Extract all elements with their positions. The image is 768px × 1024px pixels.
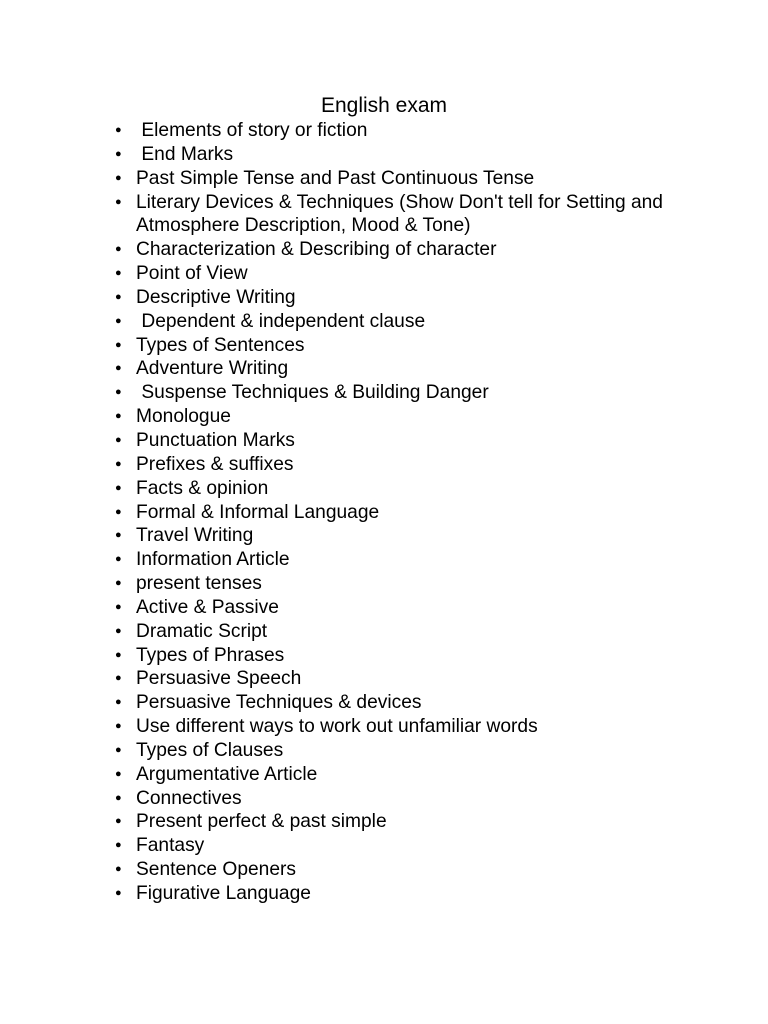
bullet-icon [115,787,122,811]
bullet-icon [115,548,122,572]
list-item [106,381,706,405]
list-item-text: Point of View [136,263,248,285]
list-item [106,405,706,429]
bullet-icon [115,310,122,334]
bullet-icon [115,524,122,548]
list-item [106,620,706,644]
bullet-icon [115,143,122,167]
page-title-text: English exam [320,94,448,117]
list-item [106,501,706,525]
list-item [106,882,706,906]
list-item [106,429,706,453]
list-item [106,858,706,882]
list-item-text: Persuasive Speech [136,668,302,690]
list-item [106,334,706,358]
list-item [106,548,706,572]
list-item [106,143,706,167]
list-item-text: Persuasive Techniques & devices [136,692,422,714]
bullet-icon [115,739,122,763]
list-item-text: Descriptive Writing [136,286,296,308]
bullet-icon [115,620,122,644]
bullet-icon [115,644,122,668]
list-item-text: Elements of story or fiction [136,120,368,141]
list-item [106,286,706,310]
list-item-text: present tenses [136,573,262,595]
bullet-icon [115,810,122,834]
list-item-text: Figurative Language [136,883,311,904]
list-item [106,357,706,381]
list-item-text: End Marks [136,143,234,165]
bullet-icon [115,167,122,191]
list-item-text: Monologue [136,406,231,428]
list-item [106,715,706,739]
bullet-icon [115,477,122,501]
list-item [106,453,706,477]
bullet-icon [115,334,122,358]
bullet-icon [115,429,122,453]
bullet-icon [115,763,122,787]
list-item-text: Facts & opinion [136,477,269,499]
list-item-text: Dependent & independent clause [136,310,426,332]
list-item-text: Connectives [136,787,242,809]
bullet-icon [115,286,122,310]
list-item-text: Travel Writing [136,525,254,547]
list-item [106,191,706,239]
list-item-text: Present perfect & past simple [136,811,387,833]
bullet-icon [115,119,122,143]
list-item-text: Types of Phrases [136,644,285,666]
bullet-icon [115,405,122,429]
list-item-text: Characterization & Describing of character [136,239,497,261]
bullet-icon [115,882,122,906]
bullet-icon [115,357,122,381]
list-item [106,167,706,191]
list-item-text: Prefixes & suffixes [136,453,294,475]
list-item [106,572,706,596]
bullet-icon [115,501,122,525]
list-item [106,524,706,548]
list-item-text: Suspense Techniques & Building Danger [136,382,489,404]
list-item [106,691,706,715]
list-item [106,310,706,334]
list-item-text: Types of Clauses [136,739,284,761]
list-item [106,477,706,501]
bullet-icon [115,858,122,882]
bullet-icon [115,572,122,596]
list-item-text: Use different ways to work out unfamiliar words [136,716,538,738]
page-title [0,92,768,120]
bullet-icon [115,453,122,477]
bullet-icon [115,715,122,739]
list-item-text: Past Simple Tense and Past Continuous Tense [136,167,535,189]
list-item-text: Literary Devices & Techniques (Show Don't tell for Setting and Atmosphere Description, Mood & Tone) [136,191,668,237]
list-item-text: Dramatic Script [136,620,268,642]
list-item [106,739,706,763]
list-item-text: Information Article [136,549,290,571]
list-item [106,644,706,668]
list-item-text: Argumentative Article [136,763,318,785]
bullet-icon [115,262,122,286]
list-item-text: Active & Passive [136,596,279,618]
bullet-icon [115,667,122,691]
list-item [106,763,706,787]
list-item [106,119,706,143]
list-item [106,262,706,286]
list-item [106,787,706,811]
list-item-text: Fantasy [136,835,205,857]
bullet-icon [115,596,122,620]
list-item [106,667,706,691]
list-item-text: Punctuation Marks [136,429,295,451]
topic-list [106,119,706,906]
bullet-icon [115,691,122,715]
list-item [106,810,706,834]
bullet-icon [115,834,122,858]
list-item [106,238,706,262]
bullet-icon [115,238,122,262]
list-item-text: Adventure Writing [136,358,289,380]
list-item [106,834,706,858]
list-item-text: Types of Sentences [136,334,305,356]
list-item [106,596,706,620]
bullet-icon [115,381,122,405]
list-item-text: Sentence Openers [136,859,297,881]
bullet-icon [115,191,122,215]
list-item-text: Formal & Informal Language [136,501,380,523]
